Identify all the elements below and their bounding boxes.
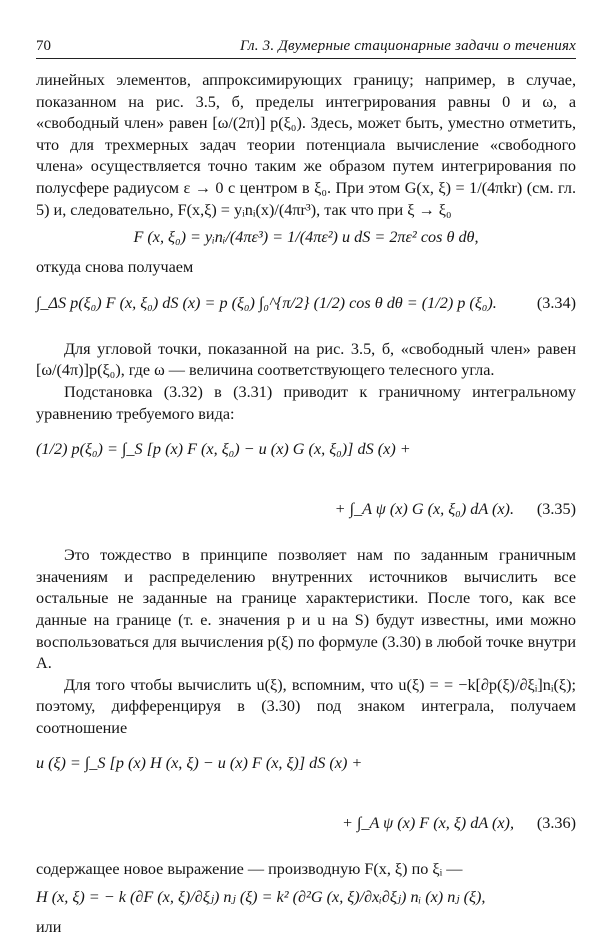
equation-text: + ∫_A ψ (x) F (x, ξ) dA (x), xyxy=(342,814,514,833)
paragraph-7: содержащее новое выражение — производную F(x, ξ) по ξᵢ — xyxy=(36,860,463,879)
equation-F-ksi0 xyxy=(36,221,576,257)
equation-text: H (x, ξ) = − k (∂F (x, ξ)/∂ξⱼ) nⱼ (ξ) = k² (∂²G (x, ξ)/∂xᵢ∂ξⱼ) nᵢ (x) nⱼ (ξ), xyxy=(36,888,486,907)
equation-number: (3.35) xyxy=(536,500,576,519)
equation-3-36-line-1 xyxy=(36,739,576,799)
paragraph-2: откуда снова получаем xyxy=(36,258,194,277)
equation-text: F (x, ξ₀) = yᵢnᵢ/(4πε³) = 1/(4πε²) и dS = 2πε² cos θ dθ, xyxy=(133,228,479,247)
paragraph-4: Подстановка (3.32) в (3.31) приводит к граничному интегральному уравнению требуемого вида: xyxy=(36,382,576,423)
equation-3-34 xyxy=(36,279,576,339)
running-title: Гл. 3. Двумерные стационарные задачи о течениях xyxy=(240,38,576,54)
book-page xyxy=(36,0,576,950)
equation-3-35-line-1 xyxy=(36,425,576,485)
running-header xyxy=(36,38,576,59)
paragraph-1: линейных элементов, аппроксимирующих границу; например, в случае, показанном на рис. 3.5, б, пределы интегрирования равны 0 и ω, а «свободный член» равен [ω/(2π)] p(ξ₀). Здесь, может быть, уместно отметить, что для трехмерных задач теории потенциала вычисление «свободного члена» осуществляется точно таким же образом путем интегрирования по полусфере радиусом ε → 0 с центром в ξ₀. При этом G(x, ξ) = 1/(4πkr) (см. гл. 5) и, следовательно, F(x,ξ) = yᵢnᵢ(x)/(4πr³), так что при ξ → ξ₀ xyxy=(36,71,576,219)
equation-H xyxy=(36,881,576,917)
equation-text: + ∫_A ψ (x) G (x, ξ₀) dA (x). xyxy=(334,500,514,519)
equation-text: u (ξ) = ∫_S [p (x) H (x, ξ) − u (x) F (x, ξ)] dS (x) + xyxy=(36,754,363,773)
equation-text: ∫_ΔS p(ξ₀) F (x, ξ₀) dS (x) = p (ξ₀) ∫₀^{π/2} (1/2) cos θ dθ = (1/2) p (ξ₀). xyxy=(36,293,497,312)
equation-number: (3.36) xyxy=(536,814,576,833)
paragraph-8: или xyxy=(36,918,62,937)
equation-3-36-line-2 xyxy=(36,799,576,859)
page-number: 70 xyxy=(36,38,51,54)
paragraph-3: Для угловой точки, показанной на рис. 3.5, б, «свободный член» равен [ω/(4π)]p(ξ₀), где ω — величина соответствующего телесного угла. xyxy=(36,339,576,380)
paragraph-5: Это тождество в принципе позволяет нам по заданным граничным значениям и распределению внутренних источников вычислить все остальные не заданные на границе характеристики. После того, как все данные на границе (т. е. значения p и u на S) будут известны, ими можно воспользоваться для вычисления p(ξ) по формуле (3.30) в любой точке внутри A. xyxy=(36,546,576,673)
equation-text: (1/2) p(ξ₀) = ∫_S [p (x) F (x, ξ₀) − u (x) G (x, ξ₀)] dS (x) + xyxy=(36,440,411,459)
equation-number: (3.34) xyxy=(536,293,576,312)
page-body xyxy=(36,70,576,939)
equation-3-35-line-2 xyxy=(36,485,576,545)
paragraph-6: Для того чтобы вычислить u(ξ), вспомним, что u(ξ) = = −k[∂p(ξ)/∂ξᵢ]nᵢ(ξ); поэтому, дифференцируя в (3.30) под знаком интеграла, получаем соотношение xyxy=(36,675,576,737)
